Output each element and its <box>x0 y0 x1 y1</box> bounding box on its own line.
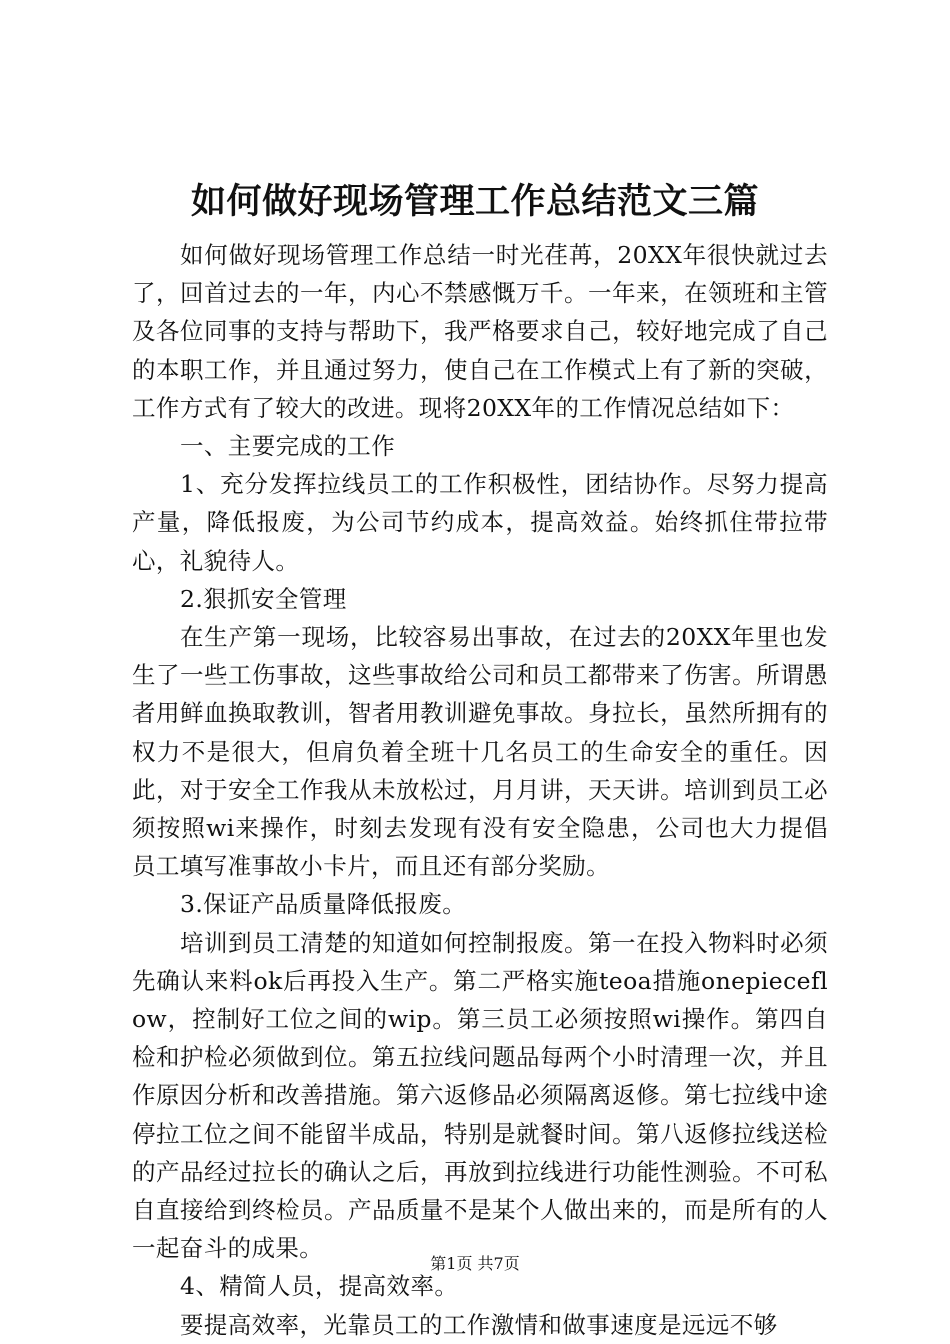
paragraph-intro: 如何做好现场管理工作总结一时光荏苒，20XX年很快就过去了，回首过去的一年，内心不禁感慨万千。一年来，在领班和主管及各位同事的支持与帮助下，我严格要求自己，较好地完成了自己的本职工作，并且通过努力，使自己在工作模式上有了新的突破，工作方式有了较大的改进。现将20XX年的工作情况总结如下： <box>132 241 828 422</box>
section-heading-efficiency: 4、精简人员，提高效率。 <box>180 1272 459 1301</box>
document-title: 如何做好现场管理工作总结范文三篇 <box>190 181 759 222</box>
paragraph-item-1: 1、充分发挥拉线员工的工作积极性，团结协作。尽努力提高产量，降低报废，为公司节约成本，提高效益。始终抓住带拉带心，礼貌待人。 <box>132 470 828 575</box>
document-body <box>132 236 828 1344</box>
paragraph-efficiency: 要提高效率，光靠员工的工作激情和做事速度是远远不够 <box>180 1310 778 1339</box>
section-heading-quality: 3.保证产品质量降低报废。 <box>180 890 467 919</box>
section-heading-safety: 2.狠抓安全管理 <box>180 584 347 613</box>
page-number-footer: 第1页 共7页 <box>430 1254 520 1273</box>
paragraph-quality: 培训到员工清楚的知道如何控制报废。第一在投入物料时必须先确认来料ok后再投入生产。第二严格实施teoa措施onepieceflow，控制好工位之间的wip。第三员工必须按照wi操作。第四自检和护检必须做到位。第五拉线问题品每两个小时清理一次，并且作原因分析和改善措施。第六返修品必须隔离返修。第七拉线中途停拉工位之间不能留半成品，特别是就餐时间。第八返修拉线送检的产品经过拉长的确认之后，再放到拉线进行功能性测验。不可私自直接给到终检员。产品质量不是某个人做出来的，而是所有的人一起奋斗的成果。 <box>132 928 828 1263</box>
paragraph-safety: 在生产第一现场，比较容易出事故，在过去的20XX年里也发生了一些工伤事故，这些事故给公司和员工都带来了伤害。所谓愚者用鲜血换取教训，智者用教训避免事故。身拉长，虽然所拥有的权力不是很大，但肩负着全班十几名员工的生命安全的重任。因此，对于安全工作我从未放松过，月月讲，天天讲。培训到员工必须按照wi来操作，时刻去发现有没有安全隐患，公司也大力提倡员工填写准事故小卡片，而且还有部分奖励。 <box>132 623 828 881</box>
section-heading-main-work: 一、主要完成的工作 <box>180 432 396 461</box>
